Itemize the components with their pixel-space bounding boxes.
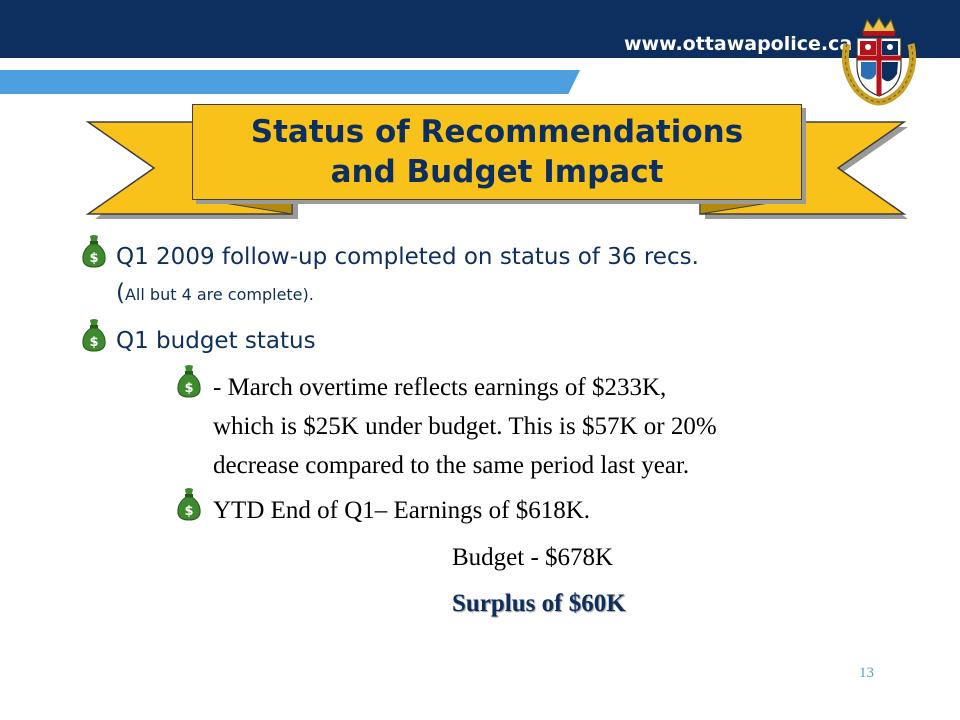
page-title <box>192 104 802 200</box>
money-bag-icon <box>82 318 106 352</box>
complete-note: All but 4 are complete). <box>124 285 314 304</box>
overtime-line-1: - March overtime reflects earnings of $233K, <box>213 374 667 401</box>
svg-text:$: $ <box>184 381 194 396</box>
budget-amount: Budget - $678K <box>452 544 614 571</box>
title-line-2: and Budget Impact <box>330 154 664 190</box>
overtime-line-3: decrease compared to the same period last year. <box>213 452 690 479</box>
overtime-line-2: which is $25K under budget. This is $57K or 20% <box>213 413 717 440</box>
page-number: 13 <box>859 665 874 681</box>
money-bag-icon <box>177 487 201 521</box>
surplus-amount: Surplus of $60K <box>452 590 626 617</box>
svg-text:$: $ <box>89 251 99 266</box>
website-url[interactable]: www.ottawapolice.ca <box>624 33 853 55</box>
svg-text:$: $ <box>184 504 194 519</box>
money-bag-icon <box>82 234 106 268</box>
bullet-text-budget-status: Q1 budget status <box>116 328 316 354</box>
money-bag-icon <box>177 364 201 398</box>
paren-open: ( <box>116 280 125 306</box>
bullet-text-recs-followup: Q1 2009 follow-up completed on status of 36 recs. <box>116 244 699 270</box>
svg-text:$: $ <box>89 335 99 350</box>
ytd-earnings: YTD End of Q1– Earnings of $618K. <box>213 497 591 524</box>
bullet-subtext-complete <box>116 280 314 306</box>
title-line-1: Status of Recommendations <box>250 114 744 150</box>
